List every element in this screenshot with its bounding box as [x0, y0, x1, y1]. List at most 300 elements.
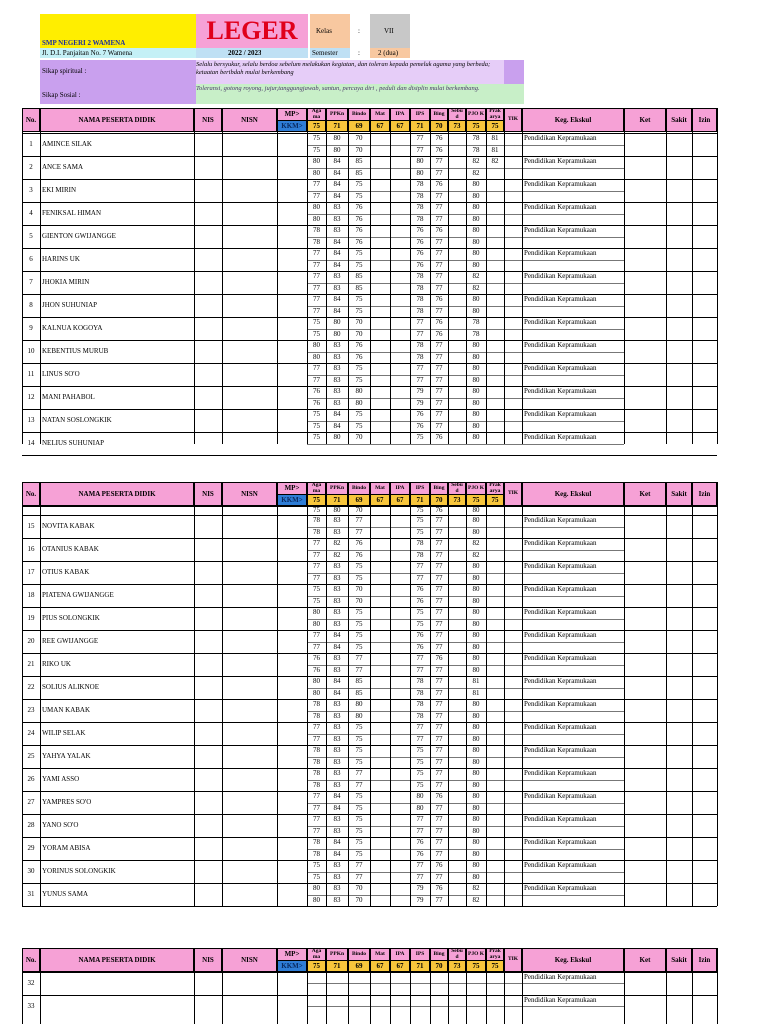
grade-value: 77 — [435, 550, 443, 559]
col-header-tik: TIK — [504, 108, 522, 132]
grid-line — [277, 948, 278, 1024]
grade-value — [370, 202, 390, 214]
student-name: OTIUS KABAK — [42, 568, 90, 576]
grade-value — [448, 156, 466, 168]
grade-value: 80 — [472, 375, 480, 384]
student-no: 22 — [27, 683, 35, 691]
grade-value — [370, 294, 390, 306]
grade-value: 77 — [416, 318, 424, 327]
subrow-line — [522, 596, 624, 597]
student-no: 4 — [29, 209, 33, 217]
grade-value: 80 — [472, 619, 480, 628]
grade-value: 80 — [416, 157, 424, 166]
grade-value: 75 — [313, 596, 320, 605]
grid-line — [504, 948, 505, 1024]
kkm-value: 75 — [486, 120, 504, 132]
student-no: 32 — [27, 979, 35, 987]
grade-value — [370, 248, 390, 260]
grid-line — [522, 482, 523, 906]
grade-value: 76 — [355, 539, 363, 548]
col-header-nis: NIS — [194, 948, 222, 972]
grade-value: 84 — [333, 803, 341, 812]
grade-value: 78 — [313, 769, 320, 778]
grade-value — [390, 145, 410, 157]
grid-line — [410, 948, 411, 1024]
grade-value — [370, 699, 390, 711]
grade-value: 70 — [355, 318, 363, 327]
grade-value — [486, 676, 504, 688]
grid-line — [717, 948, 718, 1024]
grade-value — [448, 352, 466, 364]
grade-value — [448, 814, 466, 826]
kkm-value: 73 — [448, 494, 466, 506]
grid-line — [448, 108, 449, 444]
grade-value: 77 — [435, 677, 443, 686]
subrow-line — [522, 168, 624, 169]
grade-value: 77 — [416, 562, 424, 571]
grade-value — [448, 329, 466, 341]
grade-value: 83 — [333, 746, 341, 755]
grade-value: 80 — [472, 341, 480, 350]
grade-value — [370, 168, 390, 180]
student-no: 16 — [27, 545, 35, 553]
grade-value: 77 — [313, 539, 320, 548]
grade-value: 83 — [333, 214, 341, 223]
grade-value — [448, 596, 466, 608]
student-no: 31 — [27, 890, 35, 898]
grade-value: 75 — [313, 433, 320, 442]
grade-value: 77 — [435, 421, 443, 430]
student-name: UMAN KABAK — [42, 706, 91, 714]
col-header-ket: Ket — [624, 482, 666, 506]
grid-line — [370, 482, 371, 906]
student-no: 23 — [27, 706, 35, 714]
grade-value: 77 — [435, 191, 443, 200]
grade-value — [370, 156, 390, 168]
student-name: NOVITA KABAK — [42, 522, 95, 530]
grade-value: 76 — [416, 226, 424, 235]
grade-value — [486, 214, 504, 226]
col-header-ket: Ket — [624, 108, 666, 132]
ekskul-value: Pendidikan Kepramukaan — [524, 585, 597, 594]
grade-value: 77 — [313, 260, 320, 269]
grade-value: 80 — [472, 506, 480, 514]
col-header-subject: Bindo — [348, 108, 370, 121]
grade-value: 84 — [333, 838, 341, 847]
grade-value — [486, 527, 504, 539]
grade-value: 77 — [355, 527, 363, 536]
grade-value: 77 — [313, 550, 320, 559]
grade-value: 75 — [355, 746, 363, 755]
grade-value: 80 — [472, 516, 480, 525]
ekskul-value: Pendidikan Kepramukaan — [524, 180, 597, 189]
student-name: YUNUS SAMA — [42, 890, 89, 898]
grade-value: 76 — [416, 585, 424, 594]
grade-value: 78 — [416, 272, 424, 281]
grade-value: 80 — [472, 734, 480, 743]
grid-line — [307, 482, 308, 906]
grade-value — [430, 444, 448, 456]
grade-value: 80 — [472, 631, 480, 640]
student-no: 15 — [27, 522, 35, 530]
grid-line — [430, 482, 431, 906]
grade-value: 76 — [416, 237, 424, 246]
grade-value: 77 — [313, 803, 320, 812]
grade-value: 77 — [355, 872, 363, 881]
grade-value: 84 — [333, 237, 341, 246]
grade-value: 79 — [416, 398, 424, 407]
grade-value: 84 — [333, 191, 341, 200]
grade-value: 83 — [333, 884, 341, 893]
grade-value — [370, 895, 390, 907]
col-header-subject: Prak arya — [486, 948, 504, 961]
grade-value: 70 — [355, 506, 363, 514]
leger-title: LEGER — [206, 16, 298, 45]
grade-value: 82 — [472, 539, 480, 548]
student-no: 8 — [29, 301, 33, 309]
col-header-subject: Prak arya — [486, 108, 504, 121]
grade-value: 77 — [435, 631, 443, 640]
grade-value — [486, 768, 504, 780]
col-header-subject: Aga ma — [307, 108, 326, 121]
grade-value: 80 — [472, 352, 480, 361]
grade-value: 81 — [472, 677, 480, 686]
grid-line — [222, 482, 223, 906]
grade-value: 80 — [472, 573, 480, 582]
grade-value — [448, 386, 466, 398]
grade-value — [486, 202, 504, 214]
grade-value: 75 — [355, 364, 363, 373]
grade-value — [448, 791, 466, 803]
grade-value: 75 — [416, 769, 424, 778]
student-no: 30 — [27, 867, 35, 875]
col-header-sakit: Sakit — [666, 948, 692, 972]
student-no: 1 — [29, 140, 33, 148]
ekskul-value: Pendidikan Kepramukaan — [524, 203, 597, 212]
subrow-line — [522, 780, 624, 781]
grade-value: 79 — [416, 895, 424, 904]
grade-value — [448, 306, 466, 318]
grade-value — [390, 352, 410, 364]
grade-value: 80 — [333, 145, 341, 154]
grid-line — [717, 108, 718, 444]
ekskul-value: Pendidikan Kepramukaan — [524, 608, 597, 617]
grade-value: 80 — [355, 711, 363, 720]
student-no: 27 — [27, 798, 35, 806]
ekskul-value: Pendidikan Kepramukaan — [524, 700, 597, 709]
grade-value: 77 — [435, 539, 443, 548]
grade-value — [486, 550, 504, 562]
semester-colon: : — [358, 50, 360, 57]
grade-value: 80 — [416, 803, 424, 812]
grade-value — [486, 883, 504, 895]
grade-value — [448, 133, 466, 145]
grade-value: 83 — [333, 665, 341, 674]
grade-value: 77 — [435, 872, 443, 881]
grade-value: 75 — [355, 757, 363, 766]
grid-line — [486, 482, 487, 906]
grade-value — [370, 214, 390, 226]
grade-value — [448, 145, 466, 157]
kkm-value: 75 — [486, 960, 504, 972]
grid-line — [666, 482, 667, 906]
col-header-izin: Izin — [692, 108, 717, 132]
grade-value: 77 — [435, 398, 443, 407]
grade-value — [486, 260, 504, 272]
grade-value: 77 — [435, 410, 443, 419]
grade-value — [370, 444, 390, 456]
subrow-line — [522, 421, 624, 422]
grade-value — [370, 676, 390, 688]
grade-value: 83 — [333, 596, 341, 605]
grade-value: 75 — [355, 562, 363, 571]
col-header-ekskul: Keg. Ekskul — [522, 948, 624, 972]
grade-value: 77 — [313, 826, 320, 835]
grade-value — [448, 849, 466, 861]
grade-value — [448, 837, 466, 849]
grade-value: 80 — [313, 619, 320, 628]
col-header-nisn: NISN — [222, 108, 277, 132]
grade-value: 77 — [416, 734, 424, 743]
grade-value: 83 — [333, 826, 341, 835]
grid-line — [522, 948, 523, 1024]
grade-value: 76 — [435, 884, 443, 893]
grade-value — [370, 225, 390, 237]
grade-value: 84 — [333, 792, 341, 801]
grid-line — [277, 108, 278, 444]
grid-line — [522, 108, 523, 444]
ekskul-value: Pendidikan Kepramukaan — [524, 364, 597, 373]
grade-value: 75 — [355, 608, 363, 617]
grade-value — [486, 352, 504, 364]
grade-value — [390, 260, 410, 272]
kkm-value: 71 — [326, 120, 348, 132]
student-name: REE GWIJANGGE — [42, 637, 99, 645]
grade-value — [486, 340, 504, 352]
student-name: YAMI ASSO — [42, 775, 80, 783]
grade-value: 80 — [472, 838, 480, 847]
grade-value: 82 — [472, 168, 480, 177]
grade-value — [390, 421, 410, 433]
grade-value: 77 — [435, 826, 443, 835]
grid-line — [466, 108, 467, 444]
ekskul-value: Pendidikan Kepramukaan — [524, 723, 597, 732]
student-no: 7 — [29, 278, 33, 286]
kkm-value: 70 — [430, 960, 448, 972]
student-name: JHOKIA MIRIN — [42, 278, 90, 286]
grade-value: 83 — [333, 815, 341, 824]
kkm-value: 71 — [410, 120, 430, 132]
student-name: NATAN SOSLONGKIK — [42, 416, 112, 424]
grade-value — [390, 745, 410, 757]
grade-value: 78 — [313, 838, 320, 847]
grade-value: 83 — [333, 585, 341, 594]
grade-value — [370, 409, 390, 421]
grade-value — [448, 550, 466, 562]
sikap-spiritual-end — [504, 60, 524, 84]
grid-line — [326, 108, 327, 444]
student-no: 9 — [29, 324, 33, 332]
grade-value: 77 — [435, 260, 443, 269]
grade-value: 80 — [472, 803, 480, 812]
grade-value — [370, 814, 390, 826]
subrow-line — [522, 352, 624, 353]
grade-value: 75 — [313, 145, 320, 154]
grade-value — [448, 883, 466, 895]
grade-value: 77 — [435, 711, 443, 720]
grade-value — [370, 237, 390, 249]
grade-value: 83 — [333, 861, 341, 870]
grade-value: 77 — [435, 780, 443, 789]
grade-value: 77 — [435, 352, 443, 361]
grade-value: 76 — [313, 665, 320, 674]
grade-value — [370, 630, 390, 642]
col-header-subject: Aga ma — [307, 482, 326, 495]
ekskul-value: Pendidikan Kepramukaan — [524, 654, 597, 663]
grid-line — [466, 482, 467, 906]
grade-value: 77 — [435, 306, 443, 315]
grade-value: 76 — [435, 433, 443, 442]
grid-line — [222, 108, 223, 444]
grade-value: 77 — [313, 249, 320, 258]
col-header-no: No. — [22, 948, 40, 972]
grid-line — [430, 108, 431, 444]
ekskul-value: Pendidikan Kepramukaan — [524, 677, 597, 686]
ekskul-value: Pendidikan Kepramukaan — [524, 838, 597, 847]
grade-value: 77 — [435, 803, 443, 812]
grade-value — [448, 260, 466, 272]
grade-value: 80 — [333, 329, 341, 338]
col-header-no: No. — [22, 482, 40, 506]
kelas-label: Kelas — [316, 28, 332, 35]
grade-value — [448, 757, 466, 769]
semester-value: 2 (dua) — [378, 50, 399, 57]
grade-value: 75 — [416, 608, 424, 617]
student-name: JHON SUHUNIAP — [42, 301, 98, 309]
grade-value: 76 — [355, 203, 363, 212]
grade-value: 77 — [313, 723, 320, 732]
student-no: 11 — [27, 370, 35, 378]
grade-value — [390, 306, 410, 318]
sikap-sosial-text: Toleransi, gotong royong, jujur,tanggungjawab, santun, percaya diri , peduli dan disiplin mulai berkembang. — [196, 85, 480, 92]
grade-value: 84 — [333, 260, 341, 269]
grade-value — [390, 432, 410, 444]
grade-value: 84 — [333, 157, 341, 166]
grade-value: 78 — [416, 341, 424, 350]
col-header-subject: PJO K — [466, 482, 486, 495]
col-header-subject: PPKn — [326, 482, 348, 495]
grade-value — [486, 561, 504, 573]
grade-value — [486, 432, 504, 444]
grade-value — [486, 619, 504, 631]
grade-value: 84 — [333, 688, 341, 697]
grade-value — [370, 283, 390, 295]
grade-value — [390, 883, 410, 895]
grade-value: 82 — [472, 283, 480, 292]
col-header-subject: PJO K — [466, 948, 486, 961]
col-header-tik: TIK — [504, 482, 522, 506]
grade-value: 80 — [472, 191, 480, 200]
grade-value: 77 — [435, 895, 443, 904]
grade-value — [448, 584, 466, 596]
grade-value: 70 — [355, 895, 363, 904]
student-name: KALNUA KOGOYA — [42, 324, 103, 332]
grade-value — [390, 202, 410, 214]
grade-value: 80 — [472, 815, 480, 824]
grade-value — [486, 168, 504, 180]
grade-value — [448, 653, 466, 665]
col-header-subject: Prak arya — [486, 482, 504, 495]
grade-value: 78 — [313, 849, 320, 858]
student-no: 33 — [27, 1002, 35, 1010]
grade-value — [370, 722, 390, 734]
student-name: WILIP SELAK — [42, 729, 86, 737]
ekskul-value: Pendidikan Kepramukaan — [524, 295, 597, 304]
grade-value: 77 — [435, 364, 443, 373]
grade-value: 80 — [313, 688, 320, 697]
kkm-value: 70 — [430, 120, 448, 132]
grade-value: 70 — [355, 585, 363, 594]
col-header-subject: IPS — [410, 108, 430, 121]
subrow-line — [522, 688, 624, 689]
subrow-line — [522, 734, 624, 735]
grade-value — [390, 699, 410, 711]
grid-line — [22, 108, 23, 444]
col-header-subject: Mat — [370, 948, 390, 961]
grade-value: 70 — [355, 134, 363, 143]
grade-value: 78 — [313, 700, 320, 709]
grade-value — [390, 168, 410, 180]
grid-line — [504, 482, 505, 906]
grade-value: 83 — [333, 757, 341, 766]
grid-line — [410, 108, 411, 444]
grade-value: 80 — [355, 398, 363, 407]
student-name: KEBENTIUS MURUB — [42, 347, 109, 355]
ekskul-value: Pendidikan Kepramukaan — [524, 226, 597, 235]
grid-line — [692, 482, 693, 906]
grade-value — [448, 619, 466, 631]
subrow-line — [522, 711, 624, 712]
grid-line — [390, 482, 391, 906]
grade-value: 84 — [333, 677, 341, 686]
grade-value: 76 — [355, 550, 363, 559]
grid-line — [222, 948, 223, 1024]
grade-value — [390, 734, 410, 746]
grid-line — [692, 108, 693, 444]
student-name: YANO SO'O — [42, 821, 79, 829]
grade-value — [448, 515, 466, 527]
grade-value: 75 — [355, 723, 363, 732]
col-header-subject: Bing — [430, 948, 448, 961]
grade-value — [410, 444, 430, 456]
grade-value: 80 — [313, 341, 320, 350]
student-name: NELIUS SUHUNIAP — [42, 439, 105, 447]
grade-value — [390, 676, 410, 688]
grade-value: 77 — [435, 214, 443, 223]
grid-line — [348, 948, 349, 1024]
grade-value — [370, 432, 390, 444]
grade-value: 80 — [472, 214, 480, 223]
grade-value: 80 — [355, 700, 363, 709]
grade-value — [486, 248, 504, 260]
grade-value: 83 — [333, 654, 341, 663]
subrow-line — [522, 444, 624, 445]
grade-value — [486, 225, 504, 237]
grade-value — [448, 340, 466, 352]
grade-value — [390, 363, 410, 375]
grade-value — [486, 630, 504, 642]
grade-value: 77 — [313, 272, 320, 281]
